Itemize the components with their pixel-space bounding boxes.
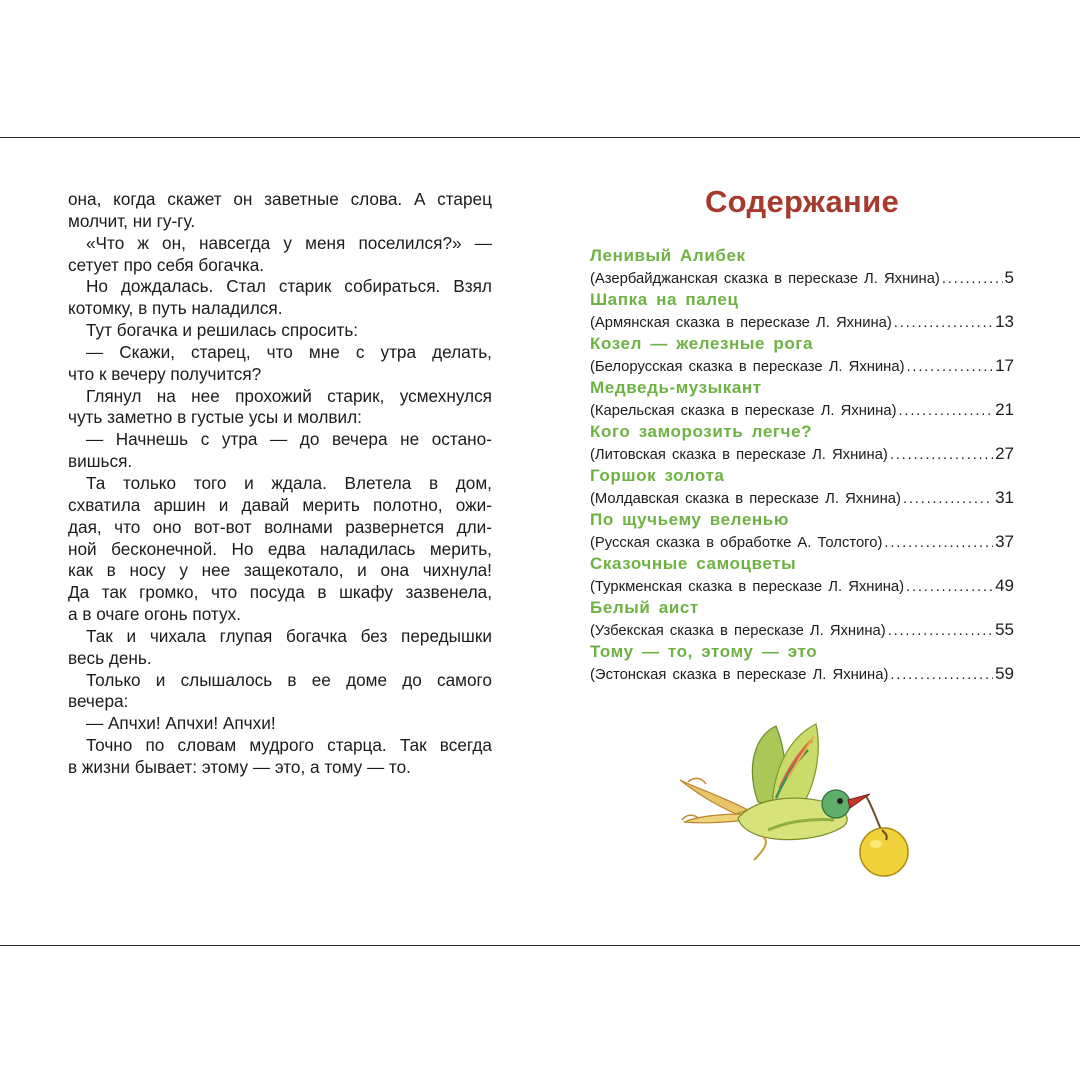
toc-title: Содержание: [705, 184, 899, 219]
toc-page-number: 37: [995, 532, 1014, 551]
toc-entry: [590, 508, 1014, 552]
text-line: [68, 298, 492, 320]
text-line: Но дождалась. Стал старик собираться. Взял: [86, 276, 492, 297]
toc-entry-title: Горшок золота: [590, 466, 725, 485]
text-line-content: молчит, ни гу-гу.: [68, 210, 196, 231]
toc-page-number: 21: [995, 400, 1014, 419]
toc-entry-title: По щучьему веленью: [590, 510, 789, 529]
text-line: схватила аршин и давай мерить полотно, ожи-: [68, 494, 492, 515]
text-line: Так и чихала глупая богачка без передышки: [86, 625, 492, 646]
toc-entry: [590, 376, 1014, 420]
toc-entry-title: Тому — то, этому — это: [590, 642, 818, 661]
text-line: [68, 713, 492, 735]
toc-entry-title: Медведь-музыкант: [590, 378, 762, 397]
toc-entry: [590, 288, 1014, 332]
text-line-content: Тут богачка и решилась спросить:: [86, 320, 359, 341]
bird-with-apple-icon: [676, 718, 912, 898]
toc-page-number: 13: [995, 312, 1014, 331]
text-line-content: в жизни бывает: этому — это, а тому — то.: [68, 756, 411, 777]
toc-entry: [590, 552, 1014, 596]
text-line-content: чуть заметно в густые усы и молвил:: [68, 407, 362, 428]
toc-page-number: 55: [995, 620, 1014, 639]
toc-entry-title: Козел — железные рога: [590, 334, 814, 353]
toc-entry-subtitle: (Азербайджанская сказка в пересказе Л. Яхнина): [590, 271, 940, 287]
toc-page-number: 5: [1004, 268, 1014, 287]
toc-dot-leader: [890, 665, 993, 685]
text-line-content: вечера:: [68, 691, 129, 712]
toc-entry-subtitle: (Молдавская сказка в пересказе Л. Яхнина): [590, 491, 901, 507]
text-line-content: сетует про себя богачка.: [68, 254, 265, 275]
text-line: [68, 364, 492, 386]
text-line: [68, 757, 492, 779]
toc-entry-subtitle: (Русская сказка в обработке А. Толстого): [590, 535, 883, 551]
toc-dot-leader: [906, 577, 993, 597]
toc-entry: [590, 640, 1014, 684]
toc-dot-leader: [899, 401, 994, 421]
toc-entry: [590, 244, 1014, 288]
toc-entry: [590, 464, 1014, 508]
text-line: как в носу у нее защекотало, и она чихнула!: [68, 560, 492, 581]
text-line: [68, 407, 492, 429]
toc-dot-leader: [884, 533, 993, 553]
toc-page-number: 49: [995, 576, 1014, 595]
table-of-contents: [590, 244, 1014, 684]
text-line: она, когда скажет он заветные слова. А старец: [68, 189, 492, 209]
text-line-content: весь день.: [68, 647, 152, 668]
text-line: [68, 691, 492, 713]
toc-page-number: 31: [995, 488, 1014, 507]
toc-entry-title: Шапка на палец: [590, 290, 739, 309]
text-line: [68, 255, 492, 277]
text-line-content: вишься.: [68, 451, 133, 472]
toc-entry-subtitle: (Армянская сказка в пересказе Л. Яхнина): [590, 315, 892, 331]
toc-entry-subtitle: (Эстонская сказка в пересказе Л. Яхнина): [590, 667, 889, 683]
toc-dot-leader: [888, 621, 993, 641]
toc-entry-subtitle: (Узбекская сказка в пересказе Л. Яхнина): [590, 623, 886, 639]
toc-entry-subtitle: (Карельская сказка в пересказе Л. Яхнина): [590, 403, 897, 419]
text-line: «Что ж он, навсегда у меня поселился?» —: [86, 232, 492, 253]
text-line: Та только того и ждала. Влетела в дом,: [86, 472, 492, 493]
toc-page-number: 27: [995, 444, 1014, 463]
toc-page-number: 59: [995, 664, 1014, 683]
text-line: [68, 604, 492, 626]
left-page-text: [68, 189, 492, 779]
toc-entry-subtitle: (Белорусская сказка в пересказе Л. Яхнина): [590, 359, 905, 375]
text-line: [68, 648, 492, 670]
toc-entry-subtitle: (Литовская сказка в пересказе Л. Яхнина): [590, 447, 888, 463]
text-line-content: котомку, в путь наладился.: [68, 298, 283, 319]
toc-dot-leader: [903, 489, 993, 509]
text-line: [68, 211, 492, 233]
text-line: Глянул на нее прохожий старик, усмехнулся: [86, 385, 492, 406]
text-line: — Начнешь с утра — до вечера не остано-: [86, 429, 492, 450]
text-line: [68, 451, 492, 473]
text-line: Точно по словам мудрого старца. Так всегда: [86, 735, 492, 756]
text-line: дая, что оно вот-вот волнами развернется дли-: [68, 516, 492, 537]
toc-entry: [590, 332, 1014, 376]
toc-entry-title: Кого заморозить легче?: [590, 422, 813, 441]
toc-entry-title: Ленивый Алибек: [590, 246, 746, 265]
text-line-content: — Апчхи! Апчхи! Апчхи!: [86, 713, 276, 734]
text-line: [68, 320, 492, 342]
text-line: Да так громко, что посуда в шкафу зазвенела,: [68, 582, 492, 603]
toc-dot-leader: [907, 357, 994, 377]
toc-entry-title: Сказочные самоцветы: [590, 554, 797, 573]
text-line: Только и слышалось в ее доме до самого: [86, 669, 492, 690]
text-line: — Скажи, старец, что мне с утра делать,: [86, 341, 492, 362]
text-line-content: а в очаге огонь потух.: [68, 604, 241, 625]
text-line: ной бесконечной. Но едва наладилась мерить,: [68, 538, 492, 559]
toc-page-number: 17: [995, 356, 1014, 375]
text-line-content: что к вечеру получится?: [68, 363, 262, 384]
toc-entry-subtitle: (Туркменская сказка в пересказе Л. Яхнина): [590, 579, 905, 595]
toc-dot-leader: [894, 313, 993, 333]
toc-entry: [590, 596, 1014, 640]
toc-entry: [590, 420, 1014, 464]
toc-dot-leader: [942, 269, 1003, 289]
toc-dot-leader: [890, 445, 993, 465]
toc-entry-title: Белый аист: [590, 598, 699, 617]
